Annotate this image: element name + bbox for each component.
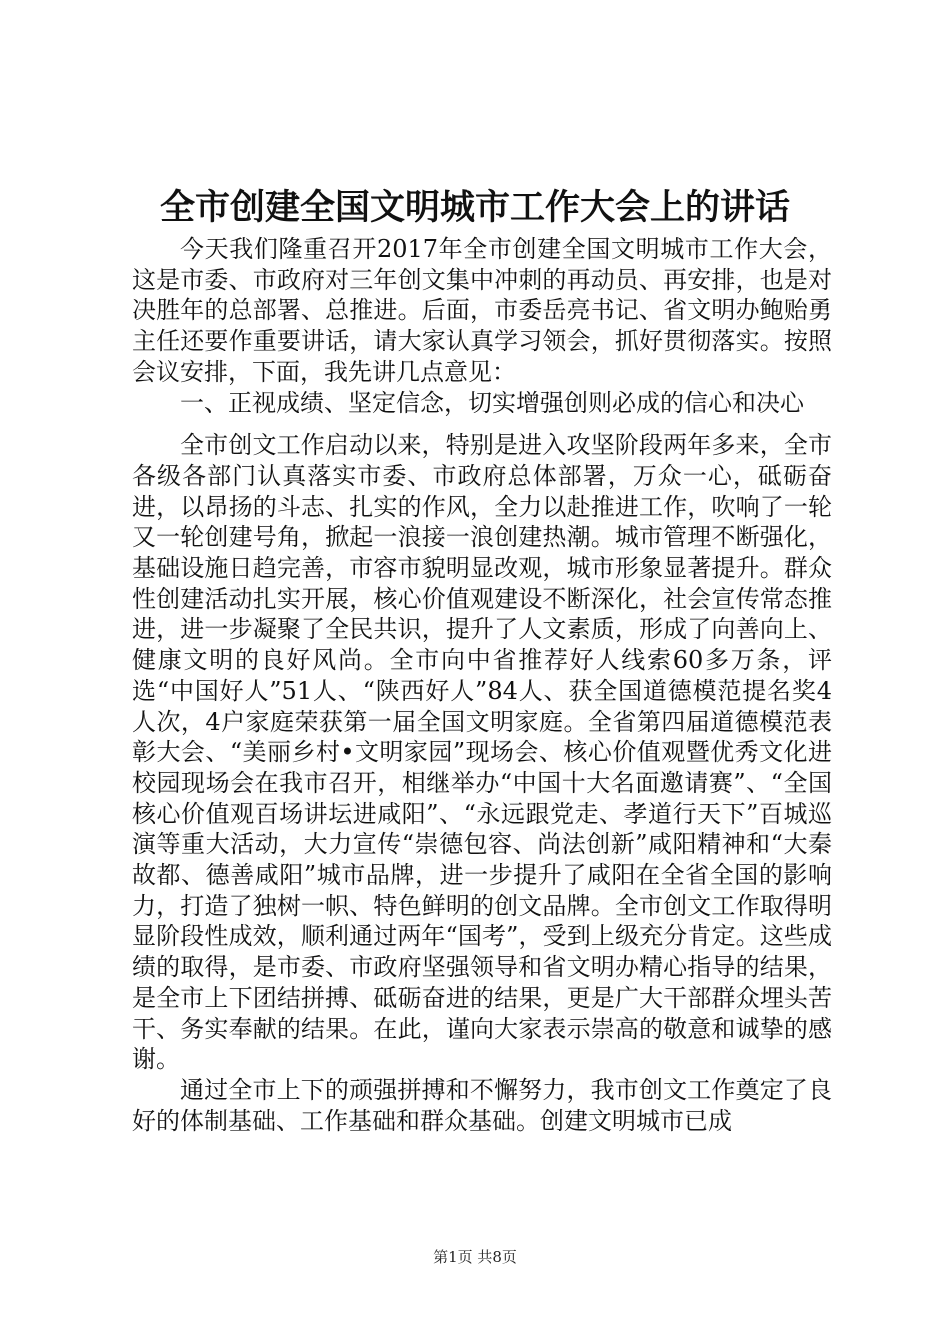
page-footer: 第1页 共8页 bbox=[433, 1248, 517, 1266]
document-body bbox=[132, 234, 832, 1136]
paragraph-achievements: 全市创文工作启动以来，特别是进入攻坚阶段两年多来，全市各级各部门认真落实市委、市政府总体部署，万众一心，砥砺奋进，以昂扬的斗志、扎实的作风，全力以赴推进工作，吹响了一轮又一轮创建号角，掀起一浪接一浪创建热潮。城市管理不断强化，基础设施日趋完善，市容市貌明显改观，城市形象显著提升。群众性创建活动扎实开展，核心价值观建设不断深化，社会宣传常态推进，进一步凝聚了全民共识，提升了人文素质，形成了向善向上、健康文明的良好风尚。全市向中省推荐好人线索60多万条，评选“中国好人”51人、“陕西好人”84人、获全国道德模范提名奖4人次，4户家庭荣获第一届全国文明家庭。全省第四届道德模范表彰大会、“美丽乡村•文明家园”现场会、核心价值观暨优秀文化进校园现场会在我市召开，相继举办“中国十大名面邀请赛”、“全国核心价值观百场讲坛进咸阳”、“永远跟党走、孝道行天下”百城巡演等重大活动，大力宣传“崇德包容、尚法创新”咸阳精神和“大秦故都、德善咸阳”城市品牌，进一步提升了咸阳在全省全国的影响力，打造了独树一帜、特色鲜明的创文品牌。全市创文工作取得明显阶段性成效，顺利通过两年“国考”，受到上级充分肯定。这些成绩的取得，是市委、市政府坚强领导和省文明办精心指导的结果，是全市上下团结拼搏、砥砺奋进的结果，更是广大干部群众埋头苦干、务实奉献的结果。在此，谨向大家表示崇高的敬意和诚挚的感谢。 bbox=[132, 431, 832, 1074]
paragraph-intro: 今天我们隆重召开2017年全市创建全国文明城市工作大会，这是市委、市政府对三年创文集中冲刺的再动员、再安排，也是对决胜年的总部署、总推进。后面，市委岳亮书记、省文明办鲍贻勇主任还要作重要讲话，请大家认真学习领会，抓好贯彻落实。按照会议安排，下面，我先讲几点意见： bbox=[132, 235, 832, 386]
paragraph-foundation: 通过全市上下的顽强拼搏和不懈努力，我市创文工作奠定了良好的体制基础、工作基础和群众基础。创建文明城市已成 bbox=[132, 1075, 832, 1135]
section-heading-1: 一、正视成绩、坚定信念，切实增强创则必成的信心和决心 bbox=[180, 388, 804, 417]
document-title: 全市创建全国文明城市工作大会上的讲话 bbox=[159, 187, 790, 228]
